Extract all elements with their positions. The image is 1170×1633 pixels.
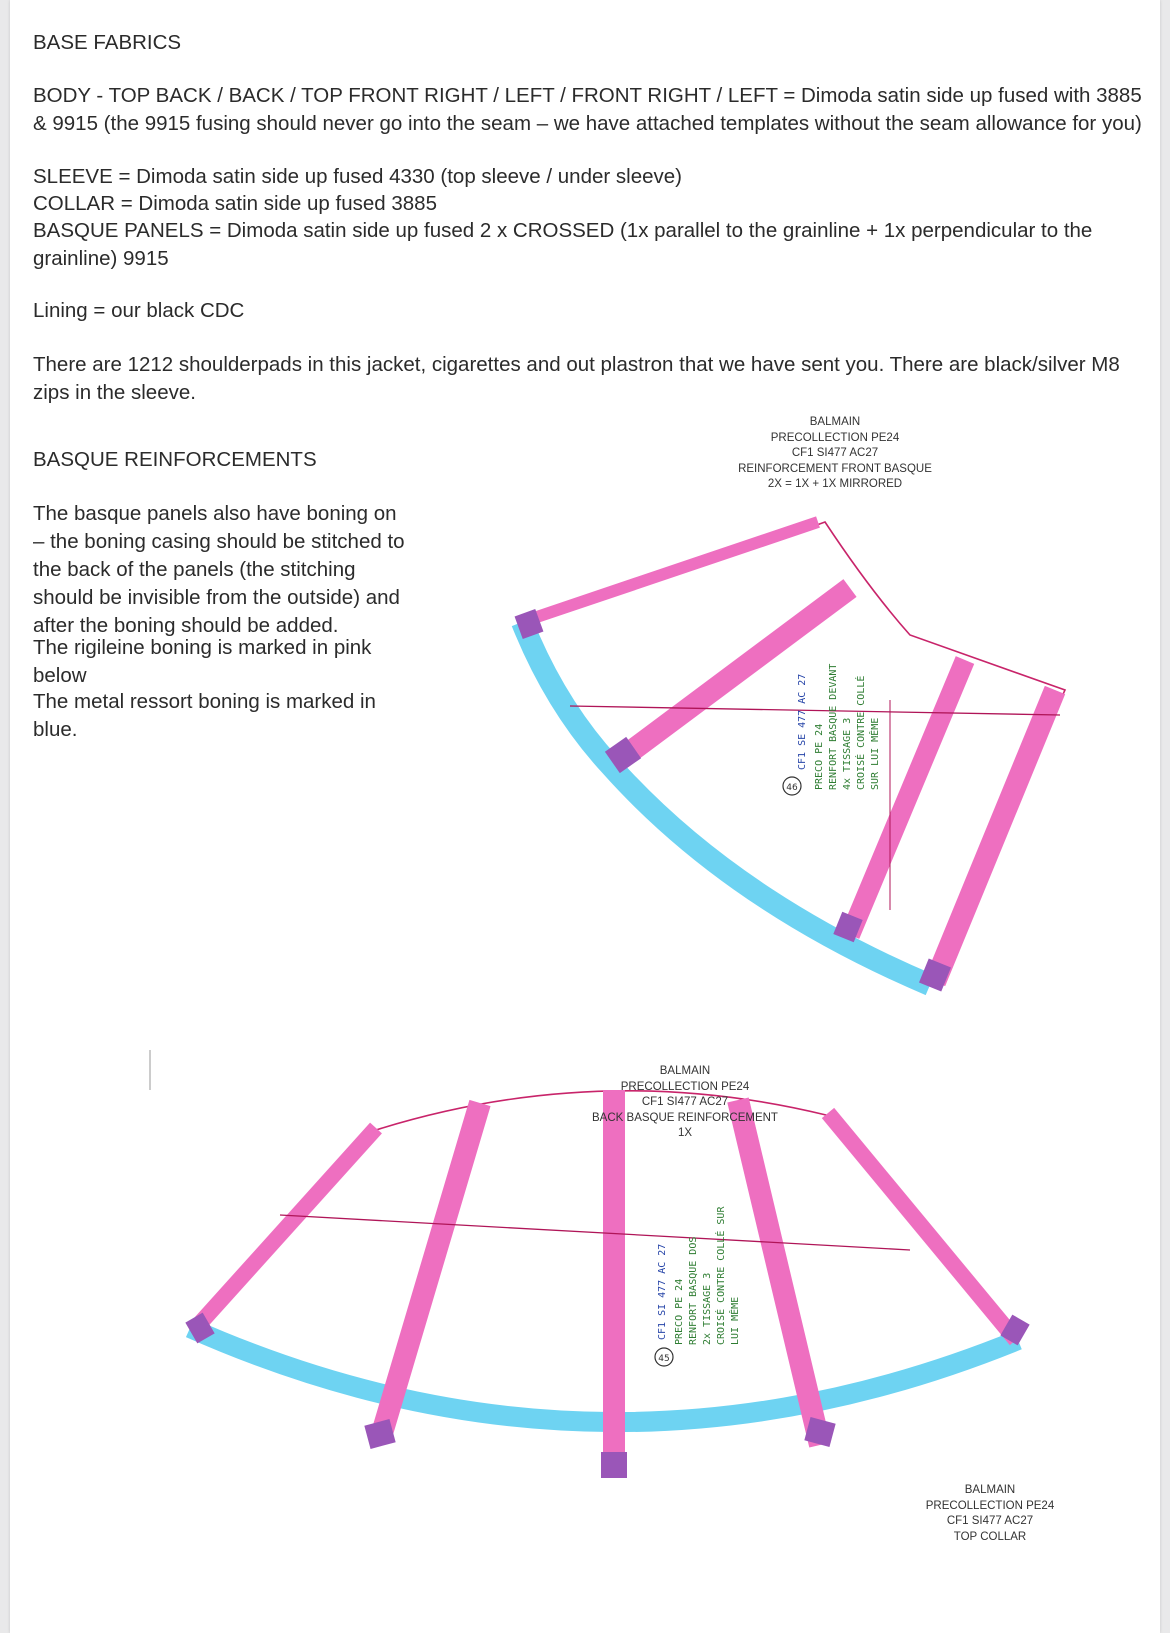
basque-reinforcements-heading: BASQUE REINFORCEMENTS xyxy=(33,448,317,471)
sleeve-fabric-text: SLEEVE = Dimoda satin side up fused 4330 (top sleeve / under sleeve) xyxy=(33,165,682,188)
collar-label-line: CF1 SI477 AC27 xyxy=(946,1515,1034,1527)
back-label-line: CF1 SI477 AC27 xyxy=(641,1096,729,1108)
back-overlap-marker xyxy=(601,1452,627,1478)
back-handnote: 2x TISSAGE 3 xyxy=(702,1272,713,1345)
document-page xyxy=(10,0,1160,1633)
front-label-line: 2X = 1X + 1X MIRRORED xyxy=(767,478,903,490)
front-label-line: BALMAIN xyxy=(809,416,861,428)
back-handnote: CROISÉ CONTRE COLLÉ SUR xyxy=(716,1206,727,1345)
back-pattern-label xyxy=(580,1064,790,1142)
basque-panels-text: BASQUE PANELS = Dimoda satin side up fused 2 x CROSSED (1x parallel to the grainline + 1x perpendicular to the grainline) 9915 xyxy=(33,219,1093,270)
front-piece-number: 46 xyxy=(786,783,798,793)
front-handnote: PRECO PE 24 xyxy=(814,723,825,790)
boning-instructions-text: The basque panels also have boning on – the boning casing should be stitched to the back of the panels (the stitching should be invisible from the outside) and after the boning should be added. xyxy=(33,502,405,637)
back-handnote: PRECO PE 24 xyxy=(674,1278,685,1345)
front-label-line: REINFORCEMENT FRONT BASQUE xyxy=(738,462,932,475)
front-handnote: CROISÉ CONTRE COLLÉ xyxy=(856,675,867,790)
back-handnote: LUI MÊME xyxy=(730,1296,741,1345)
collar-fabric-text: COLLAR = Dimoda satin side up fused 3885 xyxy=(33,192,437,215)
back-handnote: RENFORT BASQUE DOS xyxy=(688,1236,699,1345)
body-fabric-text: BODY - TOP BACK / BACK / TOP FRONT RIGHT / LEFT / FRONT RIGHT / LEFT = Dimoda satin side up fused with 3885 & 9915 (the 9915 fusing should never go into the seam – we have attached templates without the seam allowance for you) xyxy=(33,84,1142,135)
shoulderpads-text: There are 1212 shoulderpads in this jacket, cigarettes and out plastron that we have sent you. There are black/silver M8 zips in the sleeve. xyxy=(33,353,1120,404)
back-label-line: BALMAIN xyxy=(659,1065,711,1077)
front-handwritten-id: CF1 SE 477 AC 27 xyxy=(797,673,808,770)
back-label-line: BACK BASQUE REINFORCEMENT xyxy=(592,1111,778,1124)
base-fabrics-heading: BASE FABRICS xyxy=(33,31,182,54)
rigileine-note: The rigileine boning is marked in pink below xyxy=(33,636,372,687)
front-label-line: CF1 SI477 AC27 xyxy=(791,447,879,459)
front-handnote: SUR LUI MÊME xyxy=(870,717,881,790)
collar-pattern-label xyxy=(915,1483,1065,1545)
front-handnote: RENFORT BASQUE DEVANT xyxy=(828,663,839,790)
back-label-line: 1X xyxy=(677,1127,693,1139)
ressort-note: The metal ressort boning is marked in blue. xyxy=(33,690,376,741)
back-piece-number: 45 xyxy=(658,1354,670,1364)
front-pattern-label xyxy=(720,415,950,493)
front-handnote: 4x TISSAGE 3 xyxy=(842,717,853,790)
front-label-line: PRECOLLECTION PE24 xyxy=(770,431,900,444)
back-label-line: PRECOLLECTION PE24 xyxy=(620,1080,750,1093)
collar-label-line: BALMAIN xyxy=(964,1484,1016,1496)
lining-text: Lining = our black CDC xyxy=(33,299,245,322)
collar-label-line: TOP COLLAR xyxy=(953,1530,1027,1543)
pattern-drawings xyxy=(10,0,1160,1633)
back-handwritten-id: CF1 SI 477 AC 27 xyxy=(657,1243,668,1340)
collar-label-line: PRECOLLECTION PE24 xyxy=(925,1499,1055,1512)
